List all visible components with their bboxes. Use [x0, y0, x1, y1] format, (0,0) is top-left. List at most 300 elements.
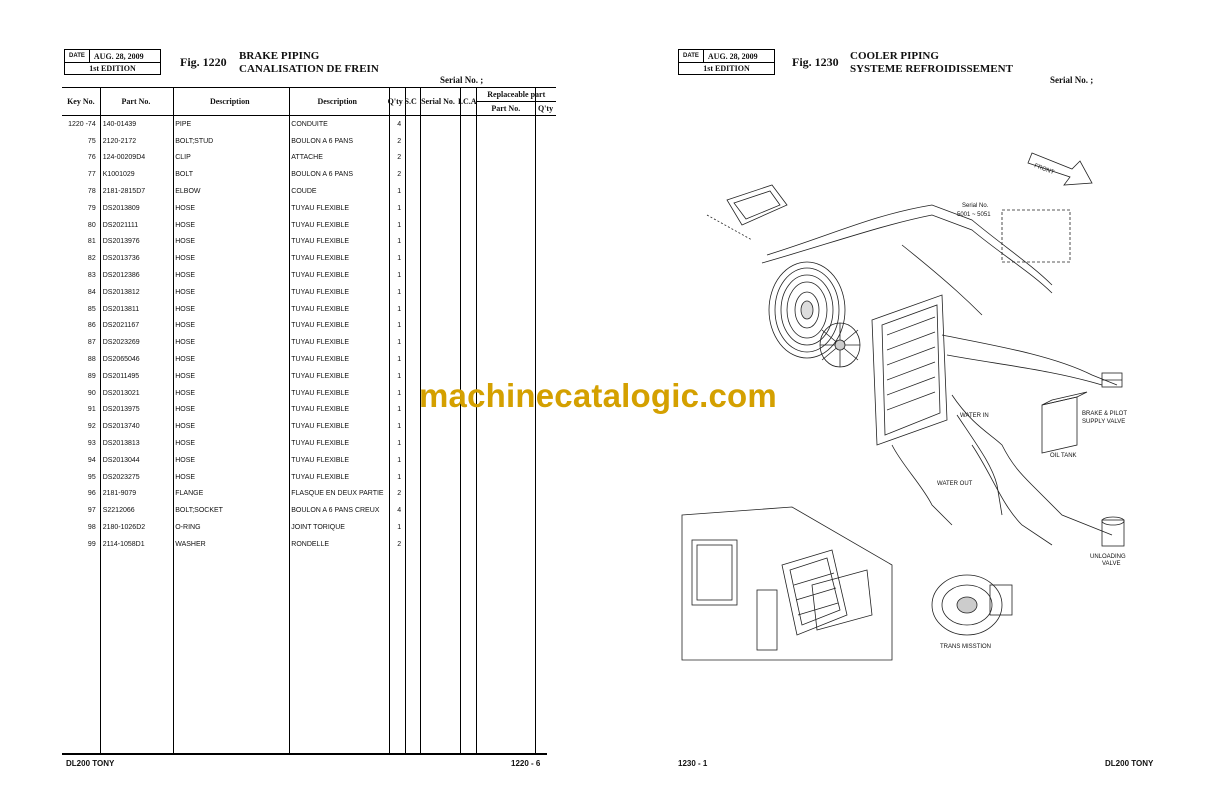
- description-cell: HOSE: [175, 406, 196, 414]
- ica-cell: [458, 183, 477, 200]
- rp-part-no-cell: [477, 519, 536, 536]
- title-english: COOLER PIPING: [850, 50, 939, 62]
- description-fr-cell: COUDE: [291, 188, 317, 196]
- header-description-fr: Description: [287, 88, 387, 116]
- serial-no-cell: [418, 166, 458, 183]
- table-row: [62, 334, 556, 351]
- supply-valve-label: SUPPLY VALVE: [1082, 419, 1126, 425]
- watermark: machinecatalogic.com: [419, 377, 777, 414]
- footer-page-number: 1230 - 1: [678, 759, 708, 768]
- description-cell: HOSE: [175, 389, 196, 397]
- qty-cell: 1: [397, 238, 402, 246]
- serial-range-label: 5001 ~ 5051: [957, 212, 991, 218]
- rp-qty-cell: [535, 418, 556, 435]
- part-no-cell: 124-00209D4: [102, 154, 146, 162]
- description-cell: HOSE: [175, 221, 196, 229]
- serial-no-cell: [418, 301, 458, 318]
- description-cell: BOLT;STUD: [175, 137, 214, 145]
- rp-qty-cell: [535, 452, 556, 469]
- serial-no-cell: [418, 234, 458, 251]
- qty-cell: 1: [397, 389, 402, 397]
- serial-no-cell: [418, 536, 458, 553]
- rp-part-no-cell: [477, 200, 536, 217]
- table-row: [62, 502, 556, 519]
- ica-cell: [458, 351, 477, 368]
- ica-cell: [458, 284, 477, 301]
- rp-qty-cell: [535, 183, 556, 200]
- serial-no-cell: [418, 116, 458, 133]
- footer-page-number: 1220 - 6: [511, 759, 541, 768]
- unloading-valve: [1102, 517, 1124, 546]
- header-sc: S.C: [403, 88, 418, 116]
- footer-model: DL200 TONY: [66, 759, 115, 768]
- description-fr-cell: TUYAU FLEXIBLE: [291, 423, 350, 431]
- sc-cell: [403, 200, 418, 217]
- key-no-cell: 80: [87, 221, 96, 229]
- ica-cell: [458, 486, 477, 503]
- key-no-cell: 83: [87, 272, 96, 280]
- key-no-cell: 78: [87, 188, 96, 196]
- figure-title: [850, 50, 1013, 76]
- key-no-cell: 96: [87, 490, 96, 498]
- ica-cell: [458, 452, 477, 469]
- key-no-cell: 91: [87, 406, 96, 414]
- rp-qty-cell: [535, 334, 556, 351]
- description-fr-cell: ATTACHE: [291, 154, 323, 162]
- key-no-cell: 97: [87, 507, 96, 515]
- date-label: DATE: [65, 50, 90, 62]
- serial-no-cell: [418, 486, 458, 503]
- table-row: [62, 536, 556, 553]
- sc-cell: [403, 166, 418, 183]
- table-row: [62, 469, 556, 486]
- transmission: [932, 575, 1012, 635]
- ica-cell: [458, 469, 477, 486]
- table-row: [62, 116, 556, 133]
- ica-cell: [458, 318, 477, 335]
- part-no-cell: 2120-2172: [102, 137, 137, 145]
- description-cell: HOSE: [175, 473, 196, 481]
- figure-number: Fig. 1230: [792, 55, 839, 69]
- rp-qty-cell: [535, 200, 556, 217]
- sc-cell: [403, 469, 418, 486]
- rp-part-no-cell: [477, 116, 536, 133]
- description-cell: HOSE: [175, 322, 196, 330]
- ica-cell: [458, 301, 477, 318]
- part-no-cell: DS2013813: [102, 440, 140, 448]
- rp-qty-cell: [535, 351, 556, 368]
- key-no-cell: 95: [87, 473, 96, 481]
- table-row: [62, 284, 556, 301]
- front-label: FRONT: [1033, 163, 1055, 176]
- date-value: AUG. 28, 2009: [93, 51, 144, 61]
- serial-no-cell: [418, 133, 458, 150]
- part-no-cell: K1001029: [102, 171, 135, 179]
- table-row: [62, 166, 556, 183]
- qty-cell: 2: [397, 540, 402, 548]
- rp-qty-cell: [535, 116, 556, 133]
- description-fr-cell: CONDUITE: [291, 120, 328, 128]
- description-cell: HOSE: [175, 423, 196, 431]
- rp-part-no-cell: [477, 133, 536, 150]
- description-cell: PIPE: [175, 120, 192, 128]
- qty-cell: 1: [397, 524, 402, 532]
- serial-no-cell: [418, 334, 458, 351]
- key-no-cell: 92: [87, 423, 96, 431]
- key-no-cell: 75: [87, 137, 96, 145]
- table-row: [62, 250, 556, 267]
- rp-qty-cell: [535, 318, 556, 335]
- sc-cell: [403, 519, 418, 536]
- description-fr-cell: TUYAU FLEXIBLE: [291, 322, 350, 330]
- title-french: SYSTEME REFROIDISSEMENT: [850, 63, 1013, 75]
- qty-cell: 4: [397, 120, 402, 128]
- qty-cell: 1: [397, 305, 402, 313]
- description-cell: HOSE: [175, 238, 196, 246]
- table-row: [62, 519, 556, 536]
- part-no-cell: DS2012386: [102, 272, 140, 280]
- description-fr-cell: TUYAU FLEXIBLE: [291, 356, 350, 364]
- part-no-cell: DS2013976: [102, 238, 140, 246]
- header-rp-part-no: Part No.: [477, 102, 536, 116]
- key-no-cell: 85: [87, 305, 96, 313]
- description-cell: HOSE: [175, 305, 196, 313]
- serial-no-cell: [418, 217, 458, 234]
- edition: 1st EDITION: [703, 64, 750, 73]
- table-row: [62, 351, 556, 368]
- unloading-label: UNLOADING: [1090, 554, 1126, 560]
- key-no-cell: 88: [87, 356, 96, 364]
- rp-qty-cell: [535, 217, 556, 234]
- sc-cell: [403, 368, 418, 385]
- sc-cell: [403, 402, 418, 419]
- description-fr-cell: TUYAU FLEXIBLE: [291, 238, 350, 246]
- part-no-cell: 2114-1058D1: [102, 540, 145, 548]
- sc-cell: [403, 301, 418, 318]
- qty-cell: 4: [397, 507, 402, 515]
- rp-part-no-cell: [477, 418, 536, 435]
- transmission-label: TRANS MISSTION: [940, 644, 992, 650]
- sc-cell: [403, 334, 418, 351]
- qty-cell: 1: [397, 288, 402, 296]
- description-cell: HOSE: [175, 288, 196, 296]
- qty-cell: 1: [397, 322, 402, 330]
- sc-cell: [403, 536, 418, 553]
- table-row: [62, 267, 556, 284]
- rp-qty-cell: [535, 502, 556, 519]
- description-cell: HOSE: [175, 272, 196, 280]
- key-no-cell: 90: [87, 389, 96, 397]
- rp-part-no-cell: [477, 351, 536, 368]
- part-no-cell: DS2013021: [102, 389, 140, 397]
- sc-cell: [403, 486, 418, 503]
- key-no-cell: 93: [87, 440, 96, 448]
- key-no-cell: 76: [87, 154, 96, 162]
- ica-cell: [458, 267, 477, 284]
- rp-qty-cell: [535, 469, 556, 486]
- description-fr-cell: TUYAU FLEXIBLE: [291, 221, 350, 229]
- part-no-cell: DS2011495: [102, 372, 140, 380]
- ica-cell: [458, 166, 477, 183]
- sc-cell: [403, 133, 418, 150]
- sc-cell: [403, 418, 418, 435]
- rp-qty-cell: [535, 284, 556, 301]
- description-cell: HOSE: [175, 440, 196, 448]
- description-fr-cell: TUYAU FLEXIBLE: [291, 255, 350, 263]
- serial-no-cell: [418, 284, 458, 301]
- serial-no-label: Serial No.: [962, 203, 989, 209]
- rp-part-no-cell: [477, 217, 536, 234]
- part-no-cell: DS2065046: [102, 356, 140, 364]
- ica-cell: [458, 150, 477, 167]
- ica-cell: [458, 435, 477, 452]
- brake-pilot-label: BRAKE & PILOT: [1082, 411, 1128, 417]
- qty-cell: 2: [397, 137, 402, 145]
- figure-title: [239, 50, 379, 76]
- sc-cell: [403, 234, 418, 251]
- rp-qty-cell: [535, 250, 556, 267]
- ica-cell: [458, 116, 477, 133]
- key-no-cell: 99: [87, 540, 96, 548]
- rp-qty-cell: [535, 166, 556, 183]
- qty-cell: 1: [397, 372, 402, 380]
- part-no-cell: 2181-9079: [102, 490, 137, 498]
- key-no-cell: 87: [87, 339, 96, 347]
- description-cell: HOSE: [175, 356, 196, 364]
- serial-no-cell: [418, 469, 458, 486]
- part-no-cell: DS2013740: [102, 423, 140, 431]
- qty-cell: 1: [397, 339, 402, 347]
- rp-part-no-cell: [477, 150, 536, 167]
- serial-no-cell: [418, 502, 458, 519]
- rp-part-no-cell: [477, 234, 536, 251]
- sc-cell: [403, 351, 418, 368]
- description-fr-cell: RONDELLE: [291, 540, 329, 548]
- description-cell: ELBOW: [175, 188, 201, 196]
- part-no-cell: DS2013044: [102, 456, 140, 464]
- oil-tank: [1042, 392, 1087, 453]
- rp-qty-cell: [535, 519, 556, 536]
- table-row: [62, 418, 556, 435]
- table-row: [62, 452, 556, 469]
- part-no-cell: DS2021111: [102, 221, 139, 229]
- brake-pilot-supply-valve: [1102, 373, 1122, 387]
- serial-no-cell: [418, 267, 458, 284]
- part-no-cell: DS2013812: [102, 288, 140, 296]
- sc-cell: [403, 502, 418, 519]
- description-cell: HOSE: [175, 255, 196, 263]
- key-no-cell: 94: [87, 456, 96, 464]
- footer-model: DL200 TONY: [1105, 759, 1154, 768]
- description-fr-cell: TUYAU FLEXIBLE: [291, 288, 350, 296]
- rp-part-no-cell: [477, 536, 536, 553]
- sc-cell: [403, 250, 418, 267]
- serial-no-cell: [418, 318, 458, 335]
- description-fr-cell: TUYAU FLEXIBLE: [291, 473, 350, 481]
- serial-no-cell: [418, 351, 458, 368]
- description-fr-cell: BOULON A 6 PANS CREUX: [291, 507, 380, 515]
- parts-table: [62, 87, 556, 553]
- rp-part-no-cell: [477, 166, 536, 183]
- bottom-rule: [62, 753, 547, 755]
- header-qty: Q'ty: [387, 88, 403, 116]
- key-no-cell: 79: [87, 204, 96, 212]
- sc-cell: [403, 116, 418, 133]
- qty-cell: 2: [397, 154, 402, 162]
- part-no-cell: DS2013975: [102, 406, 140, 414]
- ica-cell: [458, 418, 477, 435]
- header-serial-no: Serial No.: [418, 88, 458, 116]
- table-row: [62, 486, 556, 503]
- part-no-cell: DS2013811: [102, 305, 140, 313]
- key-no-cell: 77: [87, 171, 96, 179]
- rp-part-no-cell: [477, 502, 536, 519]
- valve-label: VALVE: [1102, 561, 1121, 567]
- table-row: [62, 217, 556, 234]
- table-row: [62, 183, 556, 200]
- description-fr-cell: FLASQUE EN DEUX PARTIE: [291, 490, 384, 498]
- description-fr-cell: TUYAU FLEXIBLE: [291, 440, 350, 448]
- header-replaceable-part: Replaceable part: [477, 88, 556, 102]
- sc-cell: [403, 150, 418, 167]
- key-no-cell: 89: [87, 372, 96, 380]
- sc-cell: [403, 183, 418, 200]
- date-value: AUG. 28, 2009: [707, 51, 758, 61]
- edition: 1st EDITION: [89, 64, 136, 73]
- rp-part-no-cell: [477, 267, 536, 284]
- ica-cell: [458, 502, 477, 519]
- rp-qty-cell: [535, 435, 556, 452]
- qty-cell: 1: [397, 221, 402, 229]
- date-box: [678, 49, 775, 75]
- description-fr-cell: TUYAU FLEXIBLE: [291, 389, 350, 397]
- description-fr-cell: BOULON A 6 PANS: [291, 171, 353, 179]
- qty-cell: 2: [397, 490, 402, 498]
- key-no-cell: 82: [87, 255, 96, 263]
- serial-no-cell: [418, 250, 458, 267]
- description-fr-cell: TUYAU FLEXIBLE: [291, 305, 350, 313]
- serial-label: Serial No. ;: [440, 75, 484, 85]
- ica-cell: [458, 133, 477, 150]
- description-fr-cell: TUYAU FLEXIBLE: [291, 272, 350, 280]
- table-row: [62, 435, 556, 452]
- description-fr-cell: BOULON A 6 PANS: [291, 137, 353, 145]
- qty-cell: 1: [397, 440, 402, 448]
- qty-cell: 1: [397, 456, 402, 464]
- qty-cell: 1: [397, 406, 402, 414]
- key-no-cell: 84: [87, 288, 96, 296]
- serial-no-cell: [418, 150, 458, 167]
- qty-cell: 1: [397, 188, 402, 196]
- rp-part-no-cell: [477, 469, 536, 486]
- ica-cell: [458, 519, 477, 536]
- rp-qty-cell: [535, 150, 556, 167]
- header-part-no: Part No.: [100, 88, 173, 116]
- parts-table-body: [62, 116, 556, 553]
- fan-blades: [820, 323, 860, 367]
- part-no-cell: 2181-2815D7: [102, 188, 146, 196]
- description-fr-cell: TUYAU FLEXIBLE: [291, 372, 350, 380]
- qty-cell: 1: [397, 423, 402, 431]
- serial-label: Serial No. ;: [1050, 75, 1094, 85]
- fan-assembly: [769, 262, 845, 358]
- sc-cell: [403, 452, 418, 469]
- serial-no-cell: [418, 183, 458, 200]
- header-description: Description: [172, 88, 287, 116]
- part-no-cell: DS2013809: [102, 204, 140, 212]
- key-no-cell: 81: [87, 238, 96, 246]
- ica-cell: [458, 250, 477, 267]
- ica-cell: [458, 217, 477, 234]
- radiator-assembly: [872, 295, 947, 445]
- figure-number: Fig. 1220: [180, 55, 227, 69]
- description-cell: WASHER: [175, 540, 206, 548]
- sc-cell: [403, 385, 418, 402]
- description-fr-cell: TUYAU FLEXIBLE: [291, 339, 350, 347]
- ica-cell: [458, 334, 477, 351]
- description-cell: FLANGE: [175, 490, 204, 498]
- key-no-cell: 86: [87, 322, 96, 330]
- qty-cell: 1: [397, 255, 402, 263]
- rp-part-no-cell: [477, 486, 536, 503]
- description-cell: CLIP: [175, 154, 191, 162]
- sc-cell: [403, 217, 418, 234]
- date-box: [64, 49, 161, 75]
- rp-part-no-cell: [477, 183, 536, 200]
- table-row: [62, 301, 556, 318]
- description-cell: BOLT;SOCKET: [175, 507, 223, 515]
- serial-no-cell: [418, 452, 458, 469]
- serial-no-cell: [418, 418, 458, 435]
- part-no-cell: DS2023275: [102, 473, 140, 481]
- rp-qty-cell: [535, 133, 556, 150]
- header-rp-qty: Q'ty: [535, 102, 556, 116]
- title-french: CANALISATION DE FREIN: [239, 63, 379, 75]
- sc-cell: [403, 435, 418, 452]
- part-no-cell: 2180-1026D2: [102, 524, 146, 532]
- rp-qty-cell: [535, 267, 556, 284]
- water-out-label: WATER OUT: [937, 481, 973, 487]
- oil-tank-label: OIL TANK: [1050, 453, 1077, 459]
- description-cell: HOSE: [175, 339, 196, 347]
- header-key-no: Key No.: [62, 88, 100, 116]
- ica-cell: [458, 200, 477, 217]
- serial-no-cell: [418, 200, 458, 217]
- qty-cell: 1: [397, 204, 402, 212]
- table-row: [62, 200, 556, 217]
- part-no-cell: 140-01439: [102, 120, 137, 128]
- rp-qty-cell: [535, 301, 556, 318]
- description-cell: HOSE: [175, 204, 196, 212]
- description-fr-cell: TUYAU FLEXIBLE: [291, 406, 350, 414]
- part-no-cell: DS2021167: [102, 322, 140, 330]
- serial-no-cell: [418, 519, 458, 536]
- qty-cell: 1: [397, 272, 402, 280]
- table-row: [62, 150, 556, 167]
- date-label: DATE: [679, 50, 704, 62]
- table-row: [62, 234, 556, 251]
- qty-cell: 1: [397, 473, 402, 481]
- ica-cell: [458, 234, 477, 251]
- part-no-cell: DS2023269: [102, 339, 140, 347]
- description-fr-cell: TUYAU FLEXIBLE: [291, 204, 350, 212]
- title-english: BRAKE PIPING: [239, 50, 320, 62]
- rp-part-no-cell: [477, 284, 536, 301]
- water-in-label: WATER IN: [960, 413, 989, 419]
- rp-qty-cell: [535, 536, 556, 553]
- key-no-cell: 1220 -74: [68, 120, 96, 128]
- part-no-cell: S2212066: [102, 507, 135, 515]
